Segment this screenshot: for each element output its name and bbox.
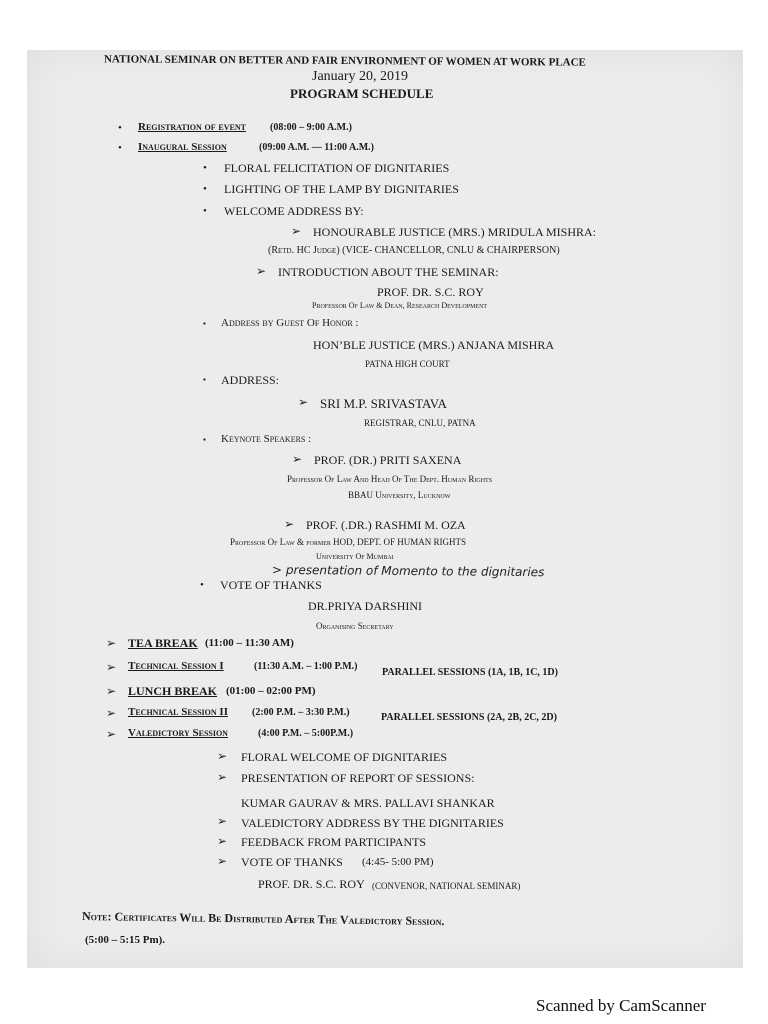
valedictory-sc-roy: PROF. DR. S.C. ROY xyxy=(258,877,365,891)
registration-time: (08:00 – 9:00 A.M.) xyxy=(270,122,352,133)
seminar-title: NATIONAL SEMINAR ON BETTER AND FAIR ENVIRONMENT OF WOMEN AT WORK PLACE xyxy=(103,53,586,69)
item-lamp: LIGHTING OF THE LAMP BY DIGNITARIES xyxy=(224,182,459,196)
bullet-icon: • xyxy=(203,162,207,174)
inaugural-time: (09:00 A.M. — 11:00 A.M.) xyxy=(259,142,374,153)
item-introduction: INTRODUCTION ABOUT THE SEMINAR: xyxy=(278,265,499,279)
valedictory-report: PRESENTATION OF REPORT OF SESSIONS: xyxy=(241,771,475,785)
square-bullet-icon: ▪ xyxy=(203,319,206,328)
speaker-priti-saxena-role: Professor Of Law And Head Of The Dept. Human Rights xyxy=(287,474,493,484)
technical-session-1-time: (11:30 A.M. – 1:00 P.M.) xyxy=(254,661,358,672)
speaker-priti-saxena-org: BBAU University, Lucknow xyxy=(348,490,451,500)
speaker-rashmi-oza-role: Professor Of Law & former HOD, DEPT. OF HUMAN RIGHTS xyxy=(230,537,466,547)
speaker-mridula-mishra: HONOURABLE JUSTICE (MRS.) MRIDULA MISHRA: xyxy=(313,225,597,239)
valedictory-session-label: Valedictory Session xyxy=(128,727,228,739)
arrow-icon: ➢ xyxy=(106,660,117,674)
certificate-note: Note: Certificates Will Be Distributed After The Valedictory Session. xyxy=(81,909,445,929)
arrow-icon: ➢ xyxy=(106,636,117,650)
keynote-speakers-label: Keynote Speakers : xyxy=(221,433,312,445)
camscanner-watermark: Scanned by CamScanner xyxy=(536,996,706,1015)
seminar-date: January 20, 2019 xyxy=(312,69,409,84)
registration-label: Registration of event xyxy=(138,121,246,133)
valedictory-vote-time: (4:45- 5:00 PM) xyxy=(362,856,434,868)
arrow-icon: ➢ xyxy=(106,706,117,720)
bullet-icon: • xyxy=(118,122,122,134)
speaker-anjana-mishra-org: PATNA HIGH COURT xyxy=(365,359,450,369)
speaker-mp-srivastava: SRI M.P. SRIVASTAVA xyxy=(320,396,447,411)
technical-session-2-time: (2:00 P.M. – 3:30 P.M.) xyxy=(252,707,350,718)
arrow-icon: ➢ xyxy=(217,834,228,848)
valedictory-vote-of-thanks: VOTE OF THANKS xyxy=(241,855,343,869)
valedictory-reporters: KUMAR GAURAV & MRS. PALLAVI SHANKAR xyxy=(241,796,495,810)
arrow-icon: ➢ xyxy=(217,814,228,828)
arrow-icon: ➢ xyxy=(256,264,267,278)
inaugural-label: Inaugural Session xyxy=(138,141,227,153)
speaker-anjana-mishra: HON’BLE JUSTICE (MRS.) ANJANA MISHRA xyxy=(313,338,555,352)
valedictory-floral: FLORAL WELCOME OF DIGNITARIES xyxy=(241,750,448,764)
valedictory-address: VALEDICTORY ADDRESS BY THE DIGNITARIES xyxy=(241,816,504,830)
program-schedule-heading: PROGRAM SCHEDULE xyxy=(290,86,434,101)
bullet-icon: • xyxy=(203,205,207,217)
guest-of-honor-label: Address by Guest Of Honor : xyxy=(221,317,359,329)
technical-session-2-label: Technical Session II xyxy=(128,706,228,718)
address-label: ADDRESS: xyxy=(221,373,280,387)
arrow-icon: ➢ xyxy=(298,395,309,409)
speaker-priti-saxena: PROF. (DR.) PRITI SAXENA xyxy=(314,453,462,467)
tea-break-time: (11:00 – 11:30 AM) xyxy=(205,637,294,649)
arrow-icon: ➢ xyxy=(217,854,228,868)
square-bullet-icon: ▪ xyxy=(203,435,206,444)
item-welcome: WELCOME ADDRESS BY: xyxy=(224,204,364,218)
certificate-time: (5:00 – 5:15 Pm). xyxy=(85,934,166,946)
arrow-icon: ➢ xyxy=(284,517,295,531)
vote-of-thanks-label: VOTE OF THANKS xyxy=(220,578,322,592)
technical-session-2-parallel: PARALLEL SESSIONS (2A, 2B, 2C, 2D) xyxy=(381,712,557,723)
arrow-icon: ➢ xyxy=(106,684,117,698)
speaker-mridula-mishra-role: (Retd. HC Judge) (VICE- CHANCELLOR, CNLU & CHAIRPERSON) xyxy=(268,245,560,256)
technical-session-1-parallel: PARALLEL SESSIONS (1A, 1B, 1C, 1D) xyxy=(382,667,558,678)
arrow-icon: ➢ xyxy=(217,749,228,763)
speaker-mp-srivastava-role: REGISTRAR, CNLU, PATNA xyxy=(364,418,476,428)
valedictory-session-time: (4:00 P.M. – 5:00P.M.) xyxy=(258,728,354,739)
speaker-priya-darshini: DR.PRIYA DARSHINI xyxy=(308,599,423,613)
speaker-priya-darshini-role: Organising Secretary xyxy=(316,621,394,631)
arrow-icon: ➢ xyxy=(291,224,302,238)
handwritten-annotation: > presentation of Momento to the dignitaries xyxy=(271,562,545,580)
square-bullet-icon: ▪ xyxy=(203,375,206,384)
bullet-icon: • xyxy=(200,579,204,591)
speaker-rashmi-oza-org: University Of Mumbai xyxy=(316,552,394,561)
speaker-sc-roy: PROF. DR. S.C. ROY xyxy=(377,285,484,299)
lunch-break-label: LUNCH BREAK xyxy=(128,684,218,698)
arrow-icon: ➢ xyxy=(106,727,117,741)
arrow-icon: ➢ xyxy=(292,452,303,466)
tea-break-label: TEA BREAK xyxy=(128,636,198,650)
lunch-break-time: (01:00 – 02:00 PM) xyxy=(226,685,316,697)
speaker-sc-roy-role: Professor Of Law & Dean, Research Development xyxy=(312,301,488,310)
valedictory-feedback: FEEDBACK FROM PARTICIPANTS xyxy=(241,835,427,849)
speaker-rashmi-oza: PROF. (.DR.) RASHMI M. OZA xyxy=(306,518,466,532)
bullet-icon: • xyxy=(203,183,207,195)
technical-session-1-label: Technical Session I xyxy=(128,660,224,672)
bullet-icon: • xyxy=(118,142,122,154)
item-floral: FLORAL FELICITATION OF DIGNITARIES xyxy=(224,161,450,175)
valedictory-sc-roy-role: (CONVENOR, NATIONAL SEMINAR) xyxy=(372,881,521,891)
arrow-icon: ➢ xyxy=(217,770,228,784)
